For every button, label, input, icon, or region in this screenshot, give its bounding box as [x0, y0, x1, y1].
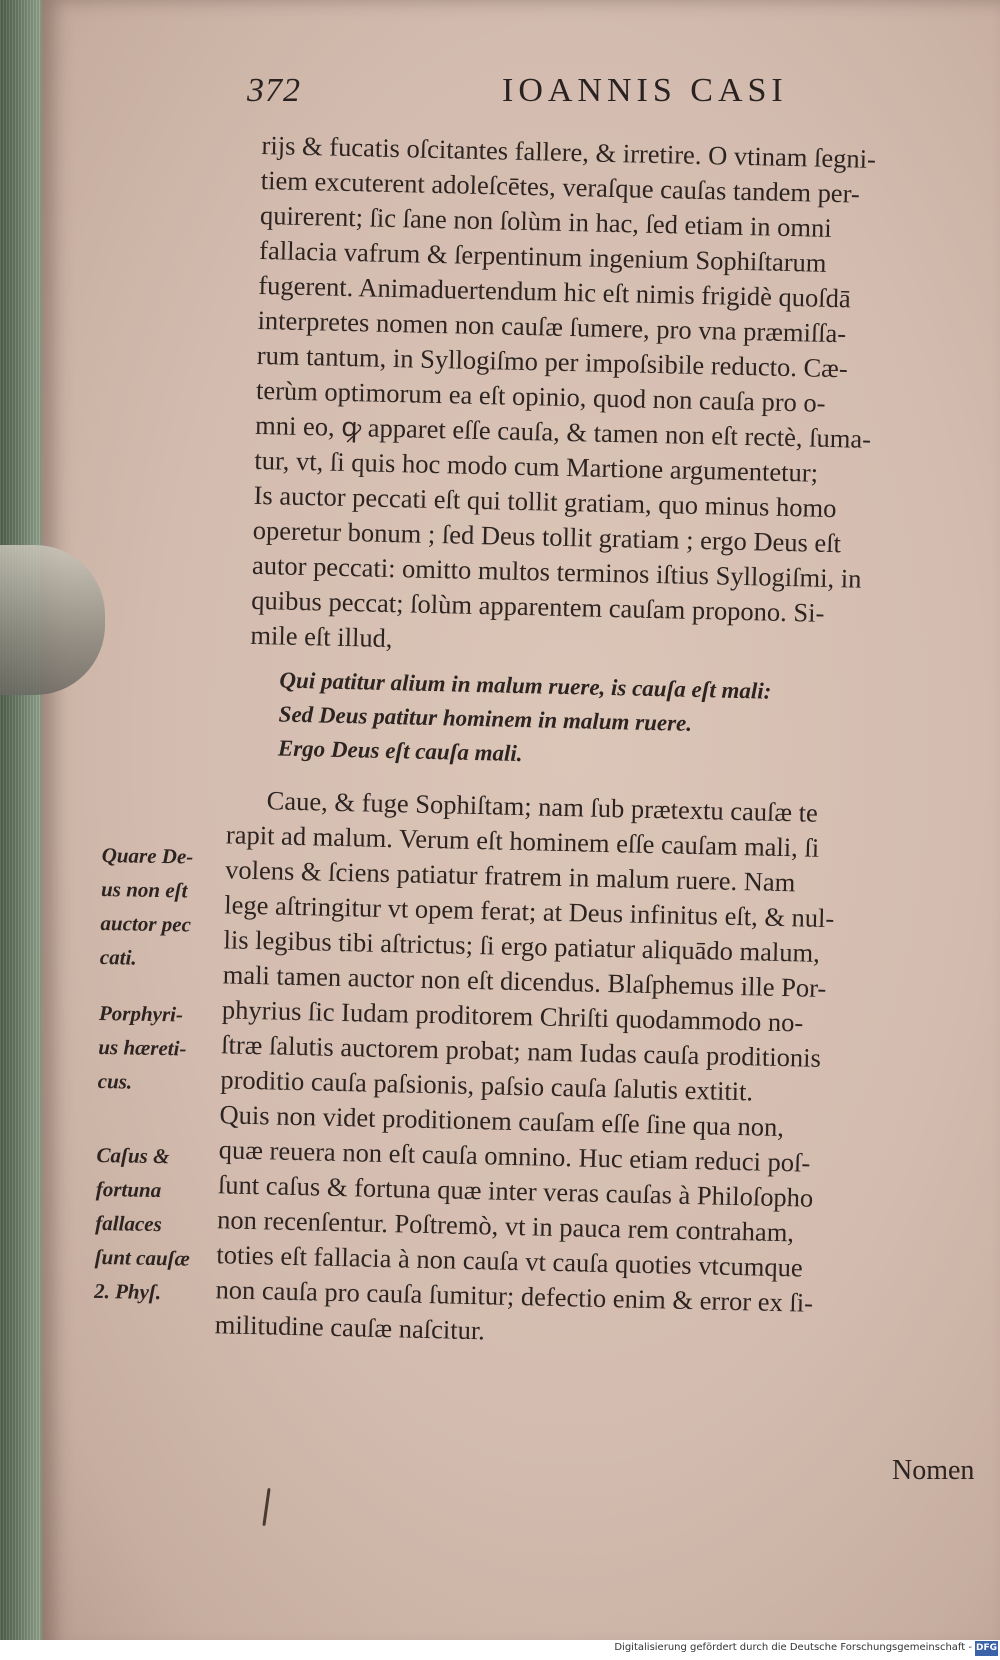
- text-line: terùm optimorum ea eſt opinio, quod non cauſa pro o-: [255, 374, 826, 418]
- margin-note-line: ſunt cauſæ: [94, 1244, 190, 1271]
- text-line: ſtræ ſalutis auctorem probat; nam Iudas cauſa proditionis: [220, 1029, 822, 1073]
- book-page: [42, 0, 1000, 1652]
- text-line: non recenſentur. Poſtremò, vt in pauca rem contraham,: [216, 1204, 795, 1248]
- text-line: interpretes nomen non cauſæ ſumere, pro vna præmiſſa-: [257, 304, 847, 349]
- margin-note-line: auctor pec: [100, 910, 192, 937]
- margin-note-line: fortuna: [95, 1176, 162, 1203]
- margin-note-porphyrius: [97, 996, 249, 1101]
- text-line: Caue, & fuge Sophiſtam; nam ſub prætextu cauſæ te: [266, 785, 819, 828]
- text-line: operetur bonum ; ſed Deus tollit gratiam ; ergo Deus eſt: [252, 514, 842, 559]
- syllogism-line: Ergo Deus eſt cauſa mali.: [277, 735, 523, 767]
- text-line: lege aſtringitur vt opem ferat; at Deus infinitus eſt, & nul-: [224, 889, 835, 934]
- text-line: volens & ſciens patiatur fratrem in malum ruere. Nam: [224, 854, 796, 898]
- margin-note-line: fallaces: [95, 1210, 162, 1237]
- text-line: mni eo, ꝙ apparet eſſe cauſa, & tamen non eſt rectè, ſuma-: [254, 409, 872, 454]
- syllogism-block: [278, 664, 970, 782]
- margin-note-line: Quare De-: [101, 842, 194, 869]
- margin-note-deus: [100, 838, 252, 977]
- text-line: tur, vt, ſi quis hoc modo cum Martione argumentetur;: [254, 444, 819, 488]
- text-line: quæ reuera non eſt cauſa omnino. Huc etiam reduci poſ-: [218, 1134, 811, 1178]
- text-line: quibus peccat; ſolùm apparentem cauſam propono. Si-: [250, 584, 825, 628]
- text-line: fallacia vafrum & ſerpentinum ingenium Sophiſtarum: [258, 234, 827, 278]
- margin-note-line: us hæreti-: [98, 1034, 187, 1061]
- page-header: [247, 72, 807, 122]
- running-head: IOANNIS CASI: [502, 72, 788, 109]
- text-line: toties eſt fallacia à non cauſa vt cauſa quoties vtcumque: [216, 1239, 804, 1283]
- margin-note-line: Caſus &: [96, 1142, 170, 1169]
- text-line: mali tamen auctor non eſt dicendus. Blaſphemus ille Por-: [222, 959, 827, 1004]
- syllogism-line: Qui patitur alium in malum ruere, is cauſa eſt mali:: [279, 667, 772, 704]
- paragraph-1: [250, 128, 997, 670]
- text-line: ſunt caſus & fortuna quæ inter veras cauſas à Philoſopho: [217, 1169, 814, 1213]
- text-line: rijs & fucatis oſcitantes fallere, & irretire. O vtinam ſegni-: [261, 129, 877, 174]
- text-line: mile eſt illud,: [250, 619, 393, 654]
- text-line: phyrius ſic Iudam proditorem Chriſti quodammodo no-: [221, 994, 804, 1038]
- scan-footer: [0, 1640, 1000, 1660]
- page-number: 372: [247, 72, 301, 109]
- margin-note-line: Porphyri-: [98, 1000, 184, 1027]
- margin-note-line: us non eſt: [100, 876, 188, 903]
- text-line: lis legibus tibi aſtrictus; ſi ergo patiatur aliquādo malum,: [223, 924, 821, 968]
- text-line: rapit ad malum. Verum eſt hominem eſſe cauſam mali, ſi: [225, 819, 820, 863]
- margin-note-casus: [94, 1138, 247, 1311]
- text-line: Is auctor peccati eſt qui tollit gratiam, quo minus homo: [253, 479, 837, 524]
- text-line: autor peccati: omitto multos terminos iſtius Syllogiſmi, in: [251, 549, 862, 594]
- margin-note-line: cati.: [99, 944, 137, 970]
- margin-note-line: cus.: [97, 1068, 133, 1094]
- text-line: non cauſa pro cauſa ſumitur; defectio enim & error ex ſi-: [215, 1274, 814, 1318]
- text-line: proditio cauſa paſsionis, paſsio cauſa ſalutis extitit.: [220, 1064, 754, 1107]
- text-line: militudine cauſæ naſcitur.: [214, 1309, 486, 1346]
- text-line: Quis non videt proditionem cauſam eſſe ſine qua non,: [219, 1099, 785, 1143]
- main-text: [214, 128, 997, 1346]
- dfg-logo: DFG: [975, 1641, 998, 1656]
- paragraph-2: [214, 782, 967, 1359]
- margin-note-line: 2. Phyſ.: [93, 1278, 162, 1305]
- text-line: tiem excuterent adoleſcētes, veraſque cauſas tandem per-: [260, 164, 861, 209]
- catchword: Nomen: [892, 1455, 975, 1486]
- margin-notes: [93, 838, 252, 1345]
- ink-mark: [262, 1488, 270, 1526]
- text-line: quirerent; ſic ſane non ſolùm in hac, ſed etiam in omni: [259, 199, 833, 243]
- text-line: fugerent. Animaduertendum hic eſt nimis frigidè quoſdā: [258, 269, 852, 314]
- funding-credit: Digitalisierung gefördert durch die Deutsche Forschungsgemeinschaft -: [614, 1642, 972, 1653]
- syllogism-line: Sed Deus patitur hominem in malum ruere.: [278, 701, 693, 736]
- text-line: rum tantum, in Syllogiſmo per impoſsibile reducto. Cæ-: [256, 339, 849, 384]
